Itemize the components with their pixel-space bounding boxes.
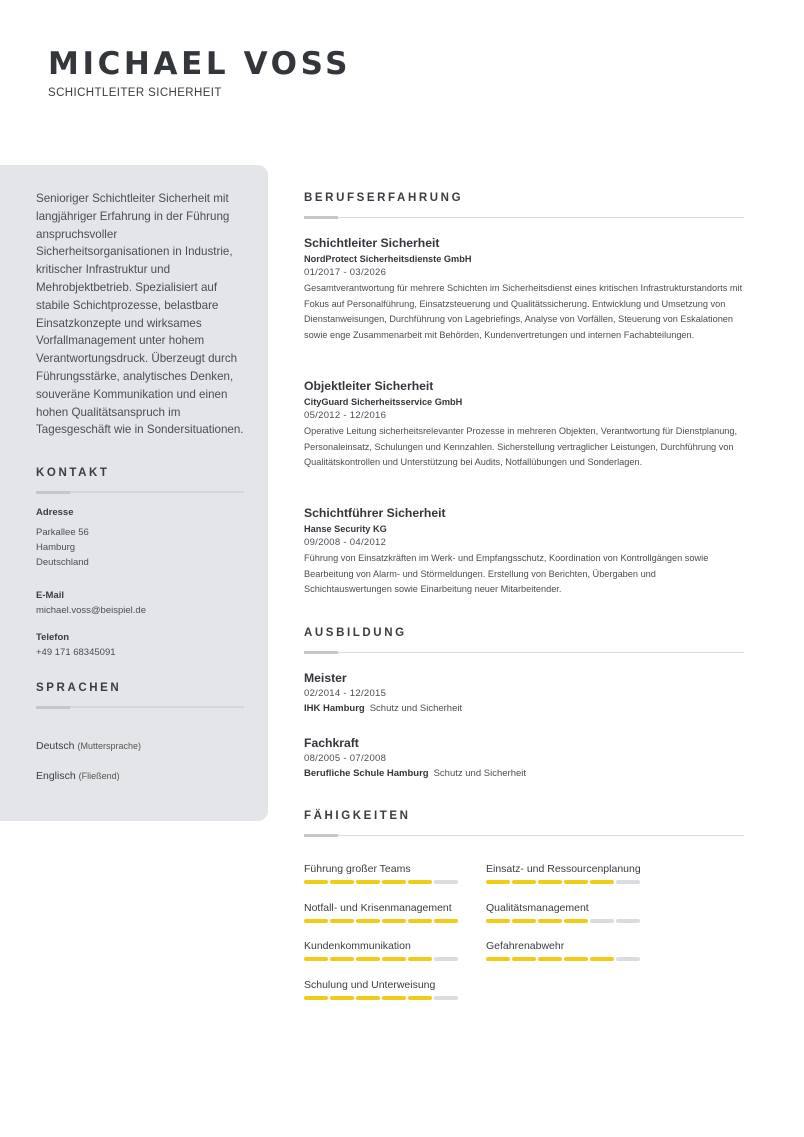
skill-name: Qualitätsmanagement xyxy=(486,902,589,914)
education-entry xyxy=(304,670,744,717)
skill-segment-filled xyxy=(382,957,406,961)
language-item xyxy=(36,770,120,782)
skill-segment-filled xyxy=(512,880,536,884)
skill-segment-filled xyxy=(512,919,536,923)
education-heading: AUSBILDUNG xyxy=(304,627,407,639)
email-value[interactable]: michael.voss@beispiel.de xyxy=(36,605,146,616)
skill-name: Notfall- und Krisenmanagement xyxy=(304,902,452,914)
skill-name: Gefahrenabwehr xyxy=(486,940,565,952)
skill-segment-filled xyxy=(304,957,328,961)
skill-name: Einsatz- und Ressourcenplanung xyxy=(486,863,641,875)
skill-segment-filled xyxy=(512,957,536,961)
skill-segment-filled xyxy=(408,919,432,923)
skill-segment-empty xyxy=(616,880,640,884)
address-country: Deutschland xyxy=(36,557,89,568)
skill-segment-filled xyxy=(330,996,354,1000)
skill-segment-filled xyxy=(304,880,328,884)
skill-item xyxy=(304,862,474,884)
skill-segment-filled xyxy=(564,919,588,923)
education-school xyxy=(304,766,744,782)
skill-segment-filled xyxy=(590,957,614,961)
skill-segment-filled xyxy=(538,919,562,923)
contact-divider xyxy=(36,491,244,493)
education-field: Schutz und Sicherheit xyxy=(433,768,527,779)
job-company: Hanse Security KG xyxy=(304,524,387,534)
education-field: Schutz und Sicherheit xyxy=(369,703,463,714)
skill-item xyxy=(486,862,656,884)
skill-segment-filled xyxy=(408,880,432,884)
profile-summary: Senioriger Schichtleiter Sicherheit mit langjähriger Erfahrung in der Führung anspruchsvoller Sicherheitsorganisationen in Industrie, kritischer Infrastruktur und Mehrobjektbetrieb. Spezialisiert auf stabile Schichtprozesse, belastbare Einsatzkonzepte und wirksames Vorfallmanagement unter hohem Verantwortungsdruck. Überzeugt durch Führungsstärke, analytisches Denken, souveräne Kommunikation und einen hohen Qualitätsanspruch im Tagesgeschäft wie in Sondersituationen. xyxy=(36,192,244,437)
skill-segment-filled xyxy=(356,880,380,884)
address-city: Hamburg xyxy=(36,542,76,553)
skill-segment-empty xyxy=(434,880,458,884)
skill-segment-filled xyxy=(564,957,588,961)
skill-item xyxy=(304,939,474,961)
phone-value[interactable]: +49 171 68345091 xyxy=(36,647,116,658)
email-label: E-Mail xyxy=(36,590,64,601)
job-dates: 09/2008 - 04/2012 xyxy=(304,537,387,548)
education-dates: 02/2014 - 12/2015 xyxy=(304,688,387,699)
skill-segment-filled xyxy=(382,880,406,884)
contact-heading: KONTAKT xyxy=(36,467,110,479)
job-description: Gesamtverantwortung für mehrere Schichten im Sicherheitsdienst eines kritischen Infrastrukturstandorts mit Fokus auf Personalführung, Einsatzsteuerung und Qualitätssicherung. Entwicklung und Umsetzung von Dienstanweisungen, Durchführung von Lagebriefings, Analyse von Vorfällen, Steuerung von Eskalationen sowie enge Zusammenarbeit mit Behörden, Kundenvertretungen und internen Fachabteilungen. xyxy=(304,283,743,340)
job-description: Führung von Einsatzkräften im Werk- und Empfangsschutz, Koordination von Kontrollgängen sowie Bearbeitung von Alarm- und Störmeldungen. Erstellung von Berichten, Übergaben und Schichtauswertungen sowie Einarbeitung neuer Mitarbeitender. xyxy=(304,553,709,594)
skill-segment-empty xyxy=(616,919,640,923)
education-title: Fachkraft xyxy=(304,736,359,750)
skill-segment-empty xyxy=(434,957,458,961)
skill-level-bar xyxy=(304,880,474,884)
skill-segment-filled xyxy=(590,880,614,884)
languages-divider xyxy=(36,706,244,708)
job-entry xyxy=(304,235,744,343)
job-title: Objektleiter Sicherheit xyxy=(304,379,434,393)
skill-segment-filled xyxy=(330,880,354,884)
skill-segment-filled xyxy=(356,996,380,1000)
skill-segment-filled xyxy=(356,957,380,961)
skill-name: Führung großer Teams xyxy=(304,863,411,875)
skill-segment-filled xyxy=(538,957,562,961)
job-title: Schichtleiter Sicherheit xyxy=(304,236,440,250)
skills-heading: FÄHIGKEITEN xyxy=(304,810,411,822)
job-dates: 01/2017 - 03/2026 xyxy=(304,267,387,278)
skill-level-bar xyxy=(486,957,656,961)
address-label: Adresse xyxy=(36,507,74,518)
school-name: IHK Hamburg xyxy=(304,703,365,714)
skill-segment-empty xyxy=(434,996,458,1000)
skill-segment-filled xyxy=(434,919,458,923)
skill-level-bar xyxy=(304,957,474,961)
language-name: Deutsch xyxy=(36,740,75,752)
job-dates: 05/2012 - 12/2016 xyxy=(304,410,387,421)
skill-segment-filled xyxy=(330,957,354,961)
candidate-name: MICHAEL VOSS xyxy=(48,46,352,82)
skill-name: Schulung und Unterweisung xyxy=(304,979,436,991)
experience-divider xyxy=(304,217,744,218)
skill-segment-filled xyxy=(486,880,510,884)
skills-divider xyxy=(304,835,744,836)
job-entry xyxy=(304,378,744,471)
job-company: NordProtect Sicherheitsdienste GmbH xyxy=(304,254,472,264)
skill-level-bar xyxy=(304,996,474,1000)
skill-segment-filled xyxy=(538,880,562,884)
language-item xyxy=(36,740,141,752)
candidate-job-title: SCHICHTLEITER SICHERHEIT xyxy=(48,87,222,99)
skill-segment-filled xyxy=(304,919,328,923)
phone-label: Telefon xyxy=(36,632,70,643)
education-dates: 08/2005 - 07/2008 xyxy=(304,753,387,764)
skill-level-bar xyxy=(486,880,656,884)
experience-heading: BERUFSERFAHRUNG xyxy=(304,192,464,204)
job-entry xyxy=(304,505,744,598)
school-name: Berufliche Schule Hamburg xyxy=(304,768,429,779)
skill-segment-filled xyxy=(486,919,510,923)
skill-segment-filled xyxy=(564,880,588,884)
skill-segment-filled xyxy=(382,996,406,1000)
skill-segment-filled xyxy=(486,957,510,961)
languages-heading: SPRACHEN xyxy=(36,682,122,694)
skill-segment-filled xyxy=(304,996,328,1000)
skill-name: Kundenkommunikation xyxy=(304,940,411,952)
skill-level-bar xyxy=(304,919,474,923)
education-entry xyxy=(304,735,744,782)
skill-item xyxy=(486,901,656,923)
job-title: Schichtführer Sicherheit xyxy=(304,506,446,520)
education-title: Meister xyxy=(304,671,347,685)
language-name: Englisch xyxy=(36,770,76,782)
job-company: CityGuard Sicherheitsservice GmbH xyxy=(304,397,463,407)
job-description: Operative Leitung sicherheitsrelevanter Prozesse in mehreren Objekten, Verantwortung für Dienstplanung, Personaleinsatz, Schulungen und Kennzahlen. Sicherstellung vertraglicher Leistungen, Durchführung von Qualitätskontrollen und Unterstützung bei Audits, Notfallübungen und Sonderlagen. xyxy=(304,426,738,467)
skill-item xyxy=(304,978,474,1000)
skill-segment-filled xyxy=(408,957,432,961)
skill-level-bar xyxy=(486,919,656,923)
skill-segment-filled xyxy=(382,919,406,923)
skill-segment-filled xyxy=(356,919,380,923)
skill-segment-filled xyxy=(408,996,432,1000)
skill-segment-filled xyxy=(330,919,354,923)
skill-segment-empty xyxy=(616,957,640,961)
skill-item xyxy=(486,939,656,961)
language-level: (Fließend) xyxy=(78,771,120,781)
skill-item xyxy=(304,901,474,923)
education-school xyxy=(304,701,744,717)
skill-segment-empty xyxy=(590,919,614,923)
address-street: Parkallee 56 xyxy=(36,527,89,538)
language-level: (Muttersprache) xyxy=(77,741,141,751)
education-divider xyxy=(304,652,744,653)
